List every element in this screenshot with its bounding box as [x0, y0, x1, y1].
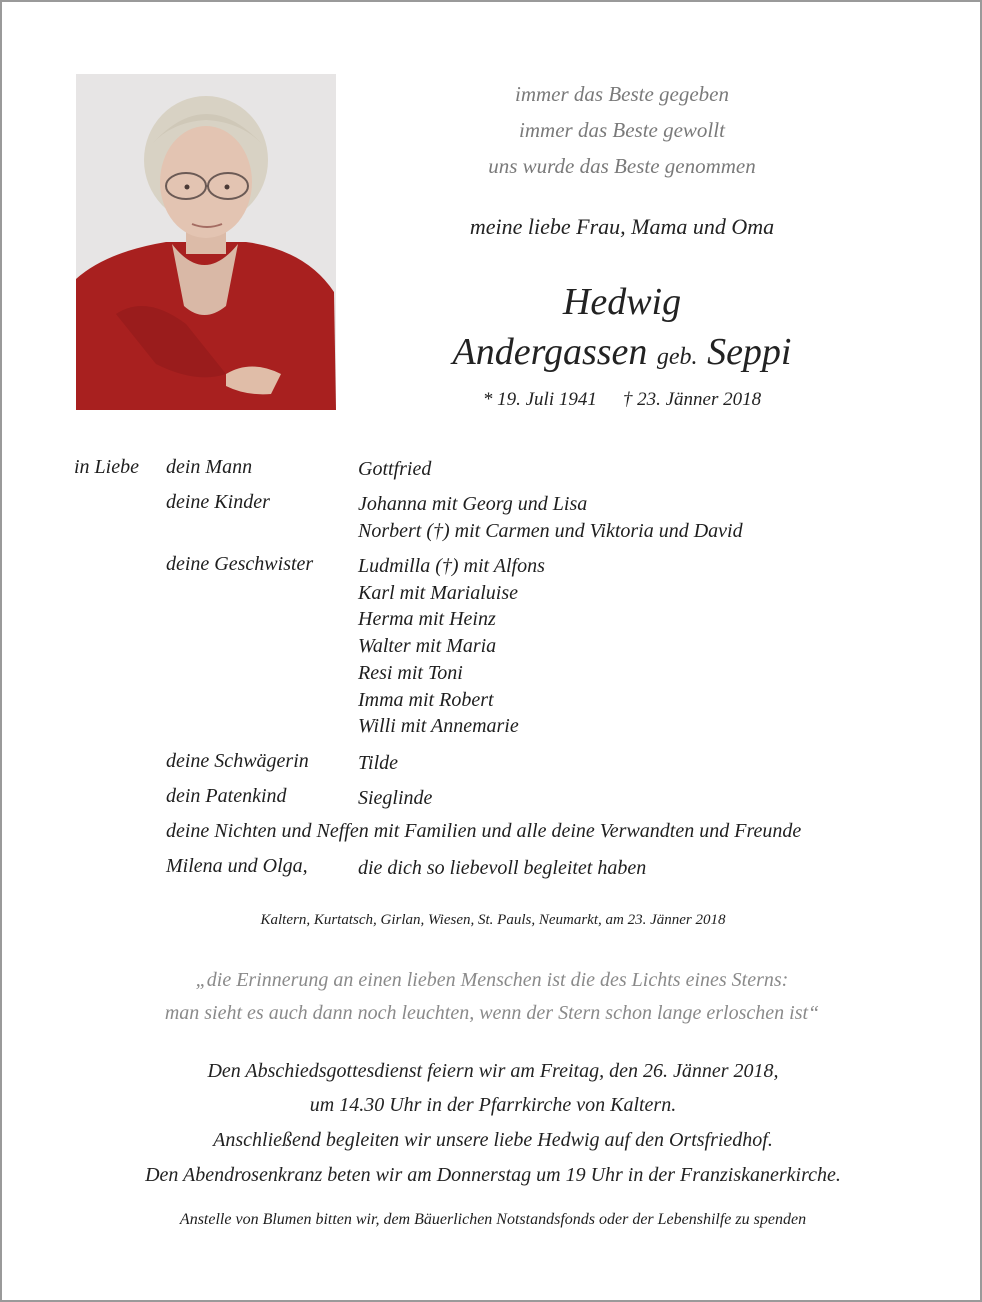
death-date: † 23. Jänner 2018 — [622, 389, 762, 410]
memorial-poem — [422, 76, 822, 184]
portrait-photo — [76, 74, 336, 410]
mourner-name: Walter mit Maria — [358, 635, 497, 658]
mourner-name: Resi mit Toni — [358, 661, 463, 684]
service-line: Den Abendrosenkranz beten wir am Donnerstag um 19 Uhr in der Franziskanerkirche. — [145, 1164, 841, 1186]
memorial-quote — [62, 964, 922, 1030]
mourner-name: Sieglinde — [358, 787, 433, 809]
mourner-name: Gottfried — [358, 458, 432, 480]
geb-label: geb. — [656, 344, 698, 370]
service-line: um 14.30 Uhr in der Pfarrkirche von Kaltern. — [309, 1094, 677, 1116]
deceased-maiden-name: Seppi — [707, 331, 792, 373]
mourner-name: Willi mit Annemarie — [358, 715, 519, 738]
relation-names — [358, 456, 431, 483]
donation-request: Anstelle von Blumen bitten wir, dem Bäuerlichen Notstandsfonds oder der Lebenshilfe zu spenden — [179, 1211, 807, 1228]
service-line: Anschließend begleiten wir unsere liebe Hedwig auf den Ortsfriedhof. — [213, 1129, 773, 1151]
mourner-name: Karl mit Marialuise — [358, 581, 519, 604]
birth-date: * 19. Juli 1941 — [482, 389, 597, 410]
funeral-service-info — [62, 1054, 924, 1192]
carers-text: die dich so liebevoll begleitet haben — [358, 857, 647, 879]
poem-line: immer das Beste gewollt — [519, 118, 725, 142]
deceased-surname: Andergassen — [452, 331, 648, 373]
life-dates — [422, 389, 822, 411]
relation-label: dein Mann — [166, 456, 253, 478]
relation-names — [358, 491, 743, 544]
relatives-line: deine Nichten und Neffen mit Familien und alle deine Verwandten und Freunde — [166, 820, 802, 842]
mourners-intro: in Liebe — [74, 456, 139, 478]
quote-line: man sieht es auch dann noch leuchten, wenn der Stern schon lange erloschen ist“ — [164, 1002, 820, 1024]
place-date: Kaltern, Kurtatsch, Girlan, Wiesen, St. Pauls, Neumarkt, am 23. Jänner 2018 — [260, 912, 726, 928]
mourner-name: Tilde — [358, 752, 399, 774]
relation-label: deine Schwägerin — [166, 750, 309, 772]
relation-label: deine Geschwister — [166, 553, 314, 575]
relation-names — [358, 785, 432, 812]
relation-label: deine Kinder — [166, 491, 270, 513]
relation-names — [358, 750, 398, 777]
mourner-name: Herma mit Heinz — [358, 608, 496, 631]
carers-label: Milena und Olga, — [166, 855, 308, 877]
mourner-name: Imma mit Robert — [358, 688, 494, 711]
deceased-full-name — [382, 330, 862, 374]
poem-line: immer das Beste gegeben — [514, 82, 730, 106]
poem-line: uns wurde das Beste genommen — [488, 154, 756, 178]
relation-names — [358, 553, 545, 740]
mourner-name: Johanna mit Georg und Lisa — [358, 493, 588, 515]
service-line: Den Abschiedsgottesdienst feiern wir am Freitag, den 26. Jänner 2018, — [207, 1060, 779, 1082]
quote-line: „die Erinnerung an einen lieben Menschen ist die des Lichts eines Sterns: — [195, 969, 789, 991]
mourner-name: Norbert (†) mit Carmen und Viktoria und David — [358, 519, 743, 542]
deceased-first-name: Hedwig — [562, 281, 682, 323]
relation-label: dein Patenkind — [166, 785, 287, 807]
portrait-illustration — [76, 74, 336, 410]
mourner-name: Ludmilla (†) mit Alfons — [358, 555, 545, 577]
intro-line: meine liebe Frau, Mama und Oma — [469, 214, 775, 239]
